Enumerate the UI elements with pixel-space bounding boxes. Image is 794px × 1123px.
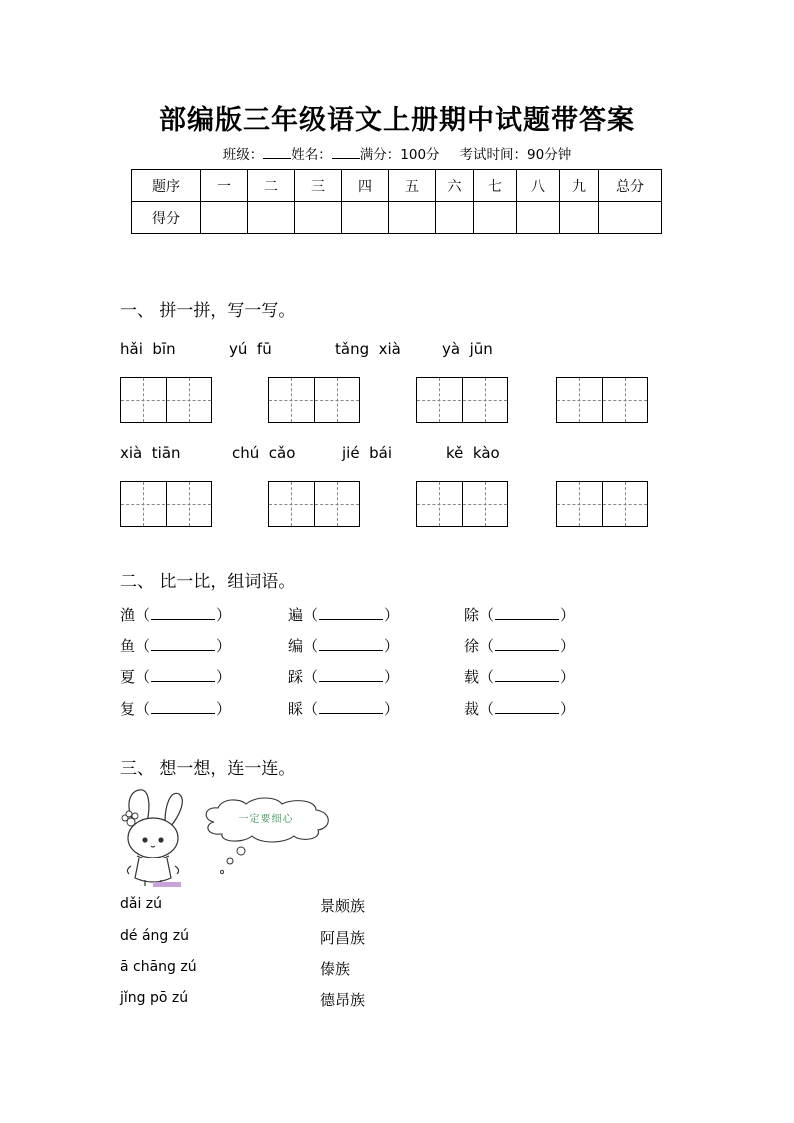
- answer-blank[interactable]: [495, 671, 559, 682]
- score-header-cell: 六: [436, 170, 474, 202]
- score-row-label: 得分: [132, 202, 201, 234]
- compare-item: 裁（ ）: [464, 700, 576, 718]
- answer-blank[interactable]: [495, 609, 559, 620]
- cartoon-character-illustration: [115, 786, 195, 890]
- answer-blank[interactable]: [151, 671, 215, 682]
- score-cell[interactable]: [201, 202, 248, 234]
- match-left-item[interactable]: dé áng zú: [120, 928, 189, 944]
- match-right-item[interactable]: 德昂族: [320, 991, 366, 1009]
- match-right-item[interactable]: 景颇族: [320, 897, 366, 915]
- compare-char: 徐: [464, 637, 480, 655]
- page-title: 部编版三年级语文上册期中试题带答案: [159, 105, 635, 136]
- answer-blank[interactable]: [319, 640, 383, 651]
- score-cell[interactable]: [560, 202, 599, 234]
- score-header-cell: 九: [560, 170, 599, 202]
- pinyin-prompt: kě kào: [446, 444, 500, 462]
- compare-char: 踩: [288, 668, 304, 686]
- pinyin-prompt: yà jūn: [442, 340, 493, 358]
- compare-item: 除（ ）: [464, 606, 576, 624]
- writing-grid[interactable]: [120, 377, 212, 423]
- compare-char: 复: [120, 700, 136, 718]
- score-table-header-row: [132, 170, 662, 202]
- answer-blank[interactable]: [151, 609, 215, 620]
- match-left-item[interactable]: ā chāng zú: [120, 959, 197, 975]
- compare-item: 夏（ ）: [120, 668, 232, 686]
- answer-blank[interactable]: [319, 671, 383, 682]
- full-score-label: 满分：100分: [359, 147, 440, 163]
- compare-item: 遍（ ）: [288, 606, 400, 624]
- match-right-item[interactable]: 阿昌族: [320, 929, 366, 947]
- score-header-cell: 一: [201, 170, 248, 202]
- compare-item: 睬（ ）: [288, 700, 400, 718]
- name-blank: [332, 146, 360, 159]
- score-cell[interactable]: [342, 202, 389, 234]
- compare-item: 复（ ）: [120, 700, 232, 718]
- info-line: [0, 143, 794, 163]
- section-1-heading: 一、 拼一拼，写一写。: [120, 301, 296, 321]
- score-header-cell: 总分: [599, 170, 662, 202]
- score-header-cell: 题序: [132, 170, 201, 202]
- compare-char: 遍: [288, 606, 304, 624]
- class-blank: [263, 146, 291, 159]
- compare-char: 载: [464, 668, 480, 686]
- score-header-cell: 四: [342, 170, 389, 202]
- pinyin-prompt: xià tiān: [120, 444, 181, 462]
- match-right-item[interactable]: 傣族: [320, 960, 351, 978]
- score-cell[interactable]: [248, 202, 295, 234]
- compare-item: 鱼（ ）: [120, 637, 232, 655]
- compare-char: 编: [288, 637, 304, 655]
- compare-char: 夏: [120, 668, 136, 686]
- answer-blank[interactable]: [495, 703, 559, 714]
- writing-grid[interactable]: [416, 377, 508, 423]
- pinyin-prompt: jié bái: [342, 444, 392, 462]
- compare-char: 渔: [120, 606, 136, 624]
- score-header-cell: 三: [295, 170, 342, 202]
- score-cell[interactable]: [295, 202, 342, 234]
- score-table: [131, 169, 662, 234]
- pinyin-prompt: tǎng xià: [335, 340, 401, 358]
- compare-char: 鱼: [120, 637, 136, 655]
- bubble-text: 一定要细心: [238, 814, 294, 825]
- writing-grid[interactable]: [268, 377, 360, 423]
- section-2-heading: 二、 比一比，组词语。: [120, 572, 296, 592]
- compare-item: 载（ ）: [464, 668, 576, 686]
- score-cell[interactable]: [599, 202, 662, 234]
- match-left-item[interactable]: dǎi zú: [120, 896, 163, 912]
- compare-char: 睬: [288, 700, 304, 718]
- pinyin-prompt: chú cǎo: [232, 444, 296, 462]
- score-header-cell: 二: [248, 170, 295, 202]
- answer-blank[interactable]: [319, 609, 383, 620]
- compare-item: 编（ ）: [288, 637, 400, 655]
- compare-item: 渔（ ）: [120, 606, 232, 624]
- match-left-item[interactable]: jǐng pō zú: [120, 990, 189, 1006]
- score-header-cell: 五: [389, 170, 436, 202]
- score-header-cell: 七: [474, 170, 517, 202]
- score-cell[interactable]: [436, 202, 474, 234]
- writing-grid[interactable]: [556, 481, 648, 527]
- writing-grid[interactable]: [556, 377, 648, 423]
- score-cell[interactable]: [517, 202, 560, 234]
- compare-item: 徐（ ）: [464, 637, 576, 655]
- writing-grid[interactable]: [416, 481, 508, 527]
- answer-blank[interactable]: [151, 640, 215, 651]
- answer-blank[interactable]: [151, 703, 215, 714]
- score-table-score-row: [132, 202, 662, 234]
- writing-grid[interactable]: [268, 481, 360, 527]
- score-cell[interactable]: [474, 202, 517, 234]
- answer-blank[interactable]: [495, 640, 559, 651]
- exam-time-label: 考试时间：90分钟: [459, 147, 572, 163]
- compare-char: 裁: [464, 700, 480, 718]
- pinyin-prompt: hǎi bīn: [120, 340, 176, 358]
- compare-char: 除: [464, 606, 480, 624]
- score-cell[interactable]: [389, 202, 436, 234]
- answer-blank[interactable]: [319, 703, 383, 714]
- name-label: 姓名：: [291, 147, 332, 163]
- pinyin-prompt: yú fū: [229, 340, 272, 358]
- class-label: 班级：: [222, 147, 264, 163]
- writing-grid[interactable]: [120, 481, 212, 527]
- section-3-heading: 三、 想一想，连一连。: [120, 759, 296, 779]
- score-header-cell: 八: [517, 170, 560, 202]
- thought-bubble: [200, 796, 336, 878]
- compare-item: 踩（ ）: [288, 668, 400, 686]
